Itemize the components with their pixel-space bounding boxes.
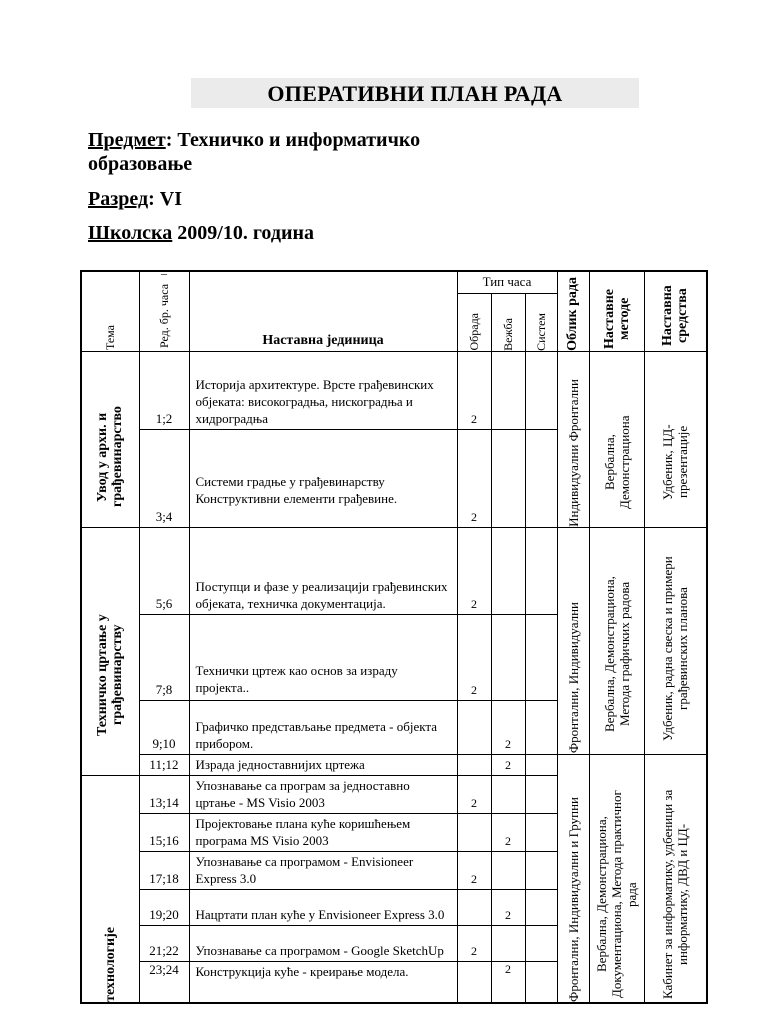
means-cell: Удбеник, радна свеска и примери грађевинских планова <box>644 527 707 754</box>
form-cell: Индивидуални Фронтални <box>557 351 589 527</box>
lesson-number: 5;6 <box>139 527 189 614</box>
system-cell <box>525 961 557 1003</box>
lesson-number: 23;24 <box>139 961 189 1003</box>
vezba-cell: 2 <box>491 700 525 754</box>
lesson-number: 13;14 <box>139 775 189 813</box>
lesson-number: 15;16 <box>139 813 189 851</box>
lesson-unit: Нацртати план куће у Envisioneer Express 3.0 <box>189 889 457 925</box>
lesson-number: 21;22 <box>139 925 189 961</box>
lesson-number: 11;12 <box>139 754 189 775</box>
system-cell <box>525 889 557 925</box>
lesson-number: 17;18 <box>139 851 189 889</box>
lesson-number: 1;2 <box>139 351 189 429</box>
header-obrada: Обрада <box>457 293 491 351</box>
header-form: Облик рада <box>557 271 589 351</box>
page-title: ОПЕРАТИВНИ ПЛАН РАДА <box>191 78 639 108</box>
methods-cell: Вербална, Демонстрациона, Метода графичких радова <box>589 527 644 754</box>
lesson-unit: Технички цртеж као основ за израду пројекта.. <box>189 614 457 700</box>
header-unit: Наставна јединица <box>189 271 457 351</box>
header-num: Ред. бр. часа <box>139 271 189 351</box>
plan-table <box>80 270 708 1004</box>
vezba-cell <box>491 527 525 614</box>
theme-cell: технологије <box>81 775 139 1003</box>
system-cell <box>525 754 557 775</box>
system-cell <box>525 775 557 813</box>
header-means: Наставна средства <box>644 271 707 351</box>
subject-label: Предмет <box>88 129 166 151</box>
year-label: Школска <box>88 222 173 244</box>
header-system: Систем <box>525 293 557 351</box>
separator-mark: _ <box>161 262 167 276</box>
obrada-cell <box>457 961 491 1003</box>
vezba-cell <box>491 614 525 700</box>
header-methods: Наставне методе <box>589 271 644 351</box>
system-cell <box>525 813 557 851</box>
system-cell <box>525 429 557 527</box>
lesson-number: 19;20 <box>139 889 189 925</box>
obrada-cell <box>457 700 491 754</box>
lesson-unit: Упознавање са програм за једноставно цртање - MS Visio 2003 <box>189 775 457 813</box>
obrada-cell <box>457 813 491 851</box>
system-cell <box>525 614 557 700</box>
lesson-unit: Системи градње у грађевинарству Конструктивни елементи грађевине. <box>189 429 457 527</box>
theme-cell: Техничко цртање у грађевинарству <box>81 527 139 775</box>
means-cell: Удбеник, ЦД-презентације <box>644 351 707 527</box>
header-vezba: Вежба <box>491 293 525 351</box>
system-cell <box>525 851 557 889</box>
table-row <box>81 754 707 775</box>
year-line <box>88 221 314 245</box>
system-cell <box>525 700 557 754</box>
grade-label: Разред <box>88 188 149 210</box>
form-cell: Фронтални, Индивидуални <box>557 527 589 754</box>
system-cell <box>525 527 557 614</box>
lesson-unit: Израда једноставнијих цртежа <box>189 754 457 775</box>
theme-cell: Увод у архи. и грађевинарство <box>81 351 139 527</box>
vezba-cell <box>491 775 525 813</box>
vezba-cell <box>491 351 525 429</box>
methods-cell: Вербална, Демонстрациона, Документациона, Метода практичног рада <box>589 754 644 1003</box>
vezba-cell: 2 <box>491 813 525 851</box>
header-theme: Тема <box>81 271 139 351</box>
system-cell <box>525 351 557 429</box>
vezba-cell <box>491 925 525 961</box>
year-value: 2009/10. година <box>172 222 315 244</box>
lesson-unit: Историја архитектуре. Врсте грађевинских објеката: високоградња, нискоградња и хидроградња <box>189 351 457 429</box>
subject-value: : Техничко и информатичко образовање <box>88 129 421 175</box>
obrada-cell: 2 <box>457 527 491 614</box>
system-cell <box>525 925 557 961</box>
obrada-cell <box>457 754 491 775</box>
grade-value: : VI <box>148 188 182 210</box>
lesson-unit: Поступци и фазе у реализацији грађевинских објеката, техничка документација. <box>189 527 457 614</box>
methods-cell: Вербална, Демонстрациона <box>589 351 644 527</box>
lesson-unit: Упознавање са програмом - Envisioneer Express 3.0 <box>189 851 457 889</box>
vezba-cell: 2 <box>491 889 525 925</box>
lesson-number: 7;8 <box>139 614 189 700</box>
subject-line <box>88 128 508 176</box>
header-type: Тип часа <box>457 271 557 293</box>
header-row-1 <box>81 271 707 293</box>
lesson-unit: Пројектовање плана куће коришћењем програма MS Visio 2003 <box>189 813 457 851</box>
lesson-unit: Конструкција куће - креирање модела. <box>189 961 457 1003</box>
vezba-cell <box>491 429 525 527</box>
form-cell: Фронтални, Индивидуални и Групни <box>557 754 589 1003</box>
table-row <box>81 527 707 614</box>
obrada-cell: 2 <box>457 429 491 527</box>
obrada-cell: 2 <box>457 614 491 700</box>
obrada-cell: 2 <box>457 925 491 961</box>
grade-line <box>88 187 182 211</box>
means-cell: Кабинет за информатику, удбеници за информатику, ДВД и ЦД- <box>644 754 707 1003</box>
obrada-cell: 2 <box>457 851 491 889</box>
table-row <box>81 351 707 429</box>
vezba-cell: 2 <box>491 961 525 1003</box>
lesson-unit: Графичко представљање предмета - објекта прибором. <box>189 700 457 754</box>
obrada-cell: 2 <box>457 351 491 429</box>
lesson-unit: Упознавање са програмом - Google SketchUp <box>189 925 457 961</box>
vezba-cell: 2 <box>491 754 525 775</box>
obrada-cell <box>457 889 491 925</box>
obrada-cell: 2 <box>457 775 491 813</box>
lesson-number: 3;4 <box>139 429 189 527</box>
lesson-number: 9;10 <box>139 700 189 754</box>
vezba-cell <box>491 851 525 889</box>
